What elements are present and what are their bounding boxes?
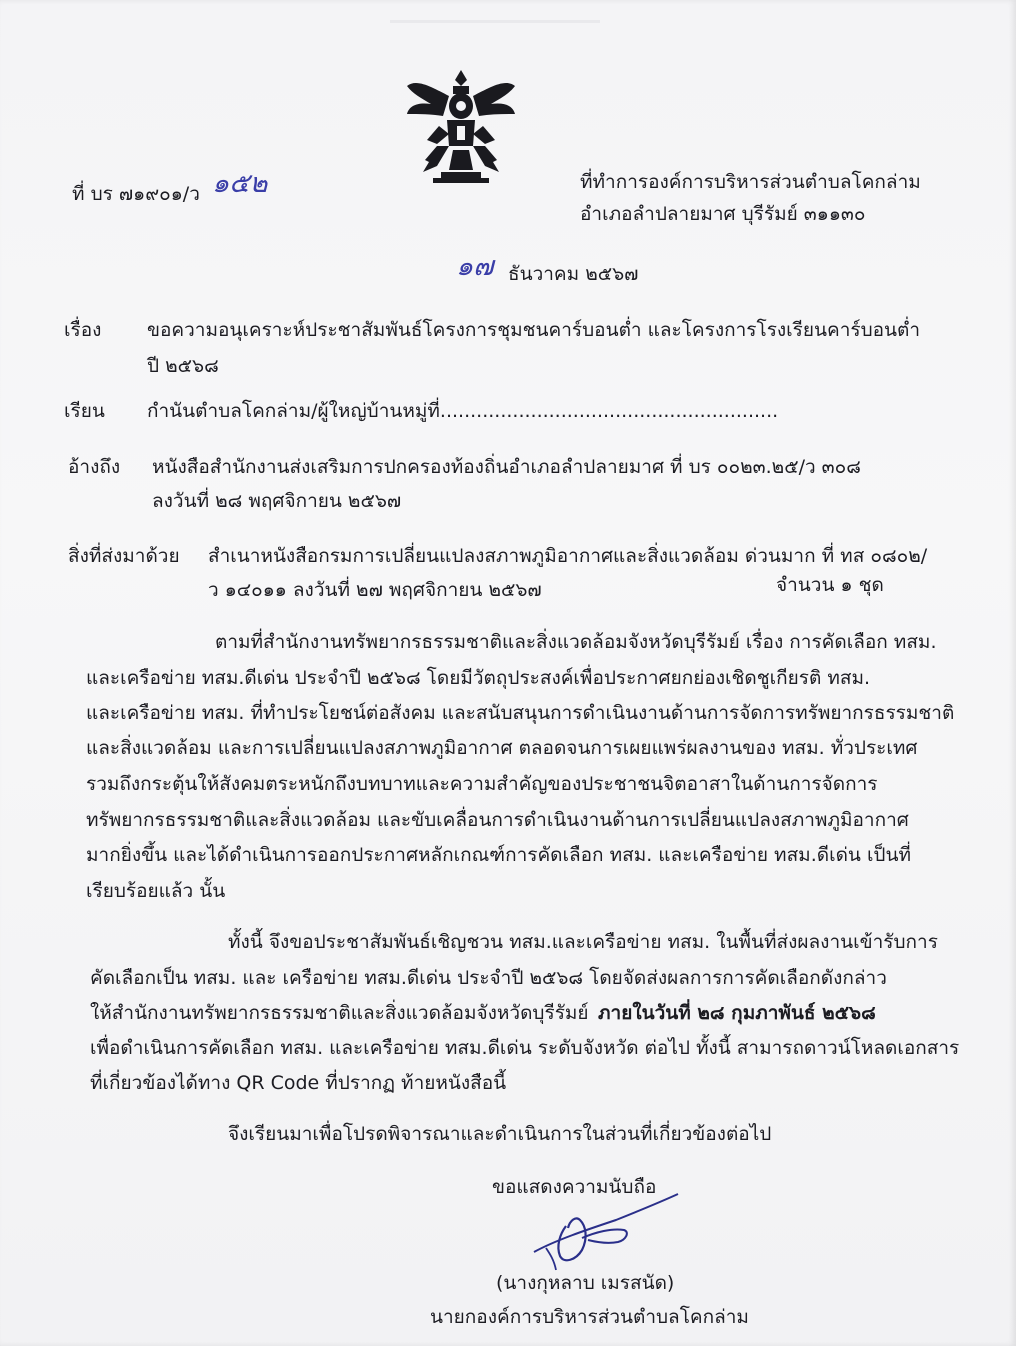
enclosure-count: จำนวน ๑ ชุด [776,574,884,596]
subject-line1: ขอความอนุเคราะห์ประชาสัมพันธ์โครงการชุมชนคาร์บอนต่ำ และโครงการโรงเรียนคาร์บอนต่ำ [147,319,921,341]
para1-line1: ตามที่สำนักงานทรัพยากรธรรมชาติและสิ่งแวดล้อมจังหวัดบุรีรัมย์ เรื่อง การคัดเลือก ทสม. [215,631,937,653]
para2-line1: ทั้งนี้ จึงขอประชาสัมพันธ์เชิญชวน ทสม.และเครือข่าย ทสม. ในพื้นที่ส่งผลงานเข้ารับการ [228,931,938,953]
addressee-text: กำนันตำบลโคกล่าม/ผู้ใหญ่บ้านหมู่ที่........................................................ [147,400,779,422]
para2-line2: คัดเลือกเป็น ทสม. และ เครือข่าย ทสม.ดีเด่น ประจำปี ๒๕๖๘ โดยจัดส่งผลการการคัดเลือกดังกล่าว [90,967,887,989]
para2-line4: เพื่อดำเนินการคัดเลือก ทสม. และเครือข่าย ทสม.ดีเด่น ระดับจังหวัด ต่อไป ทั้งนี้ สามารถดาวน์โหลดเอกสาร [90,1037,960,1059]
handwritten-signature [526,1190,686,1280]
enclosure-line1: สำเนาหนังสือกรมการเปลี่ยนแปลงสภาพภูมิอากาศและสิ่งแวดล้อม ด่วนมาก ที่ ทส ๐๘๐๒/ [208,545,928,567]
para1-line5: รวมถึงกระตุ้นให้สังคมตระหนักถึงบทบาทและความสำคัญของประชาชนจิตอาสาในด้านการจัดการ [86,773,878,795]
handwritten-date-day: ๑๗ [456,251,494,282]
para1-line3: และเครือข่าย ทสม. ที่ทำประโยชน์ต่อสังคม และสนับสนุนการดำเนินงานด้านการจัดการทรัพยากรธรรมชาติ [86,702,955,724]
enclosure-line2: ว ๑๔๐๑๑ ลงวันที่ ๒๗ พฤศจิกายน ๒๕๖๗ [208,579,542,601]
addressee-label: เรียน [64,400,105,422]
reference-line2: ลงวันที่ ๒๘ พฤศจิกายน ๒๕๖๗ [152,490,402,512]
date-month-year: ธันวาคม ๒๕๖๗ [508,263,639,285]
reference-line1: หนังสือสำนักงานส่งเสริมการปกครองท้องถิ่นอำเภอลำปลายมาศ ที่ บร ๐๐๒๓.๒๕/ว ๓๐๘ [152,456,861,478]
para2-line5: ที่เกี่ยวข้องได้ทาง QR Code ที่ปรากฏ ท้ายหนังสือนี้ [90,1072,507,1094]
office-address-line1: ที่ทำการองค์การบริหารส่วนตำบลโคกล่าม [580,171,921,193]
office-address-line2: อำเภอลำปลายมาศ บุรีรัมย์ ๓๑๑๓๐ [580,203,866,225]
reference-label: อ้างถึง [68,456,121,478]
signatory-position: นายกองค์การบริหารส่วนตำบลโคกล่าม [430,1306,749,1328]
para1-line7: มากยิ่งขึ้น และได้ดำเนินการออกประกาศหลักเกณฑ์การคัดเลือก ทสม. และเครือข่าย ทสม.ดีเด่น เป็นที่ [86,844,912,866]
subject-line2: ปี ๒๕๖๘ [147,355,219,377]
enclosure-label: สิ่งที่ส่งมาด้วย [68,545,180,567]
signatory-name: (นางกุหลาบ เมรสนัด) [496,1272,675,1294]
closing-sentence: จึงเรียนมาเพื่อโปรดพิจารณาและดำเนินการในส่วนที่เกี่ยวข้องต่อไป [228,1123,772,1145]
bleed-through-mark [390,20,600,63]
regards: ขอแสดงความนับถือ [492,1176,657,1198]
handwritten-doc-number: ๑๕๒ [212,168,268,199]
para1-line8: เรียบร้อยแล้ว นั้น [86,880,226,902]
subject-label: เรื่อง [64,319,102,341]
para1-line2: และเครือข่าย ทสม.ดีเด่น ประจำปี ๒๕๖๘ โดยมีวัตถุประสงค์เพื่อประกาศยกย่องเชิดชูเกียรติ ทสม. [86,667,871,689]
garuda-emblem [403,66,519,188]
para1-line4: และสิ่งแวดล้อม และการเปลี่ยนแปลงสภาพภูมิอากาศ ตลอดจนการเผยแพร่ผลงานของ ทสม. ทั่วประเทศ [86,737,918,759]
para2-line3-prefix: ให้สำนักงานทรัพยากรธรรมชาติและสิ่งแวดล้อมจังหวัดบุรีรัมย์ [90,1002,589,1024]
deadline-date: ภายในวันที่ ๒๘ กุมภาพันธ์ ๒๕๖๘ [598,1002,876,1024]
document-number: ที่ บร ๗๑๙๐๑/ว [72,183,200,205]
para1-line6: ทรัพยากรธรรมชาติและสิ่งแวดล้อม และขับเคลื่อนการดำเนินงานด้านการเปลี่ยนแปลงสภาพภูมิอากาศ [86,809,909,831]
